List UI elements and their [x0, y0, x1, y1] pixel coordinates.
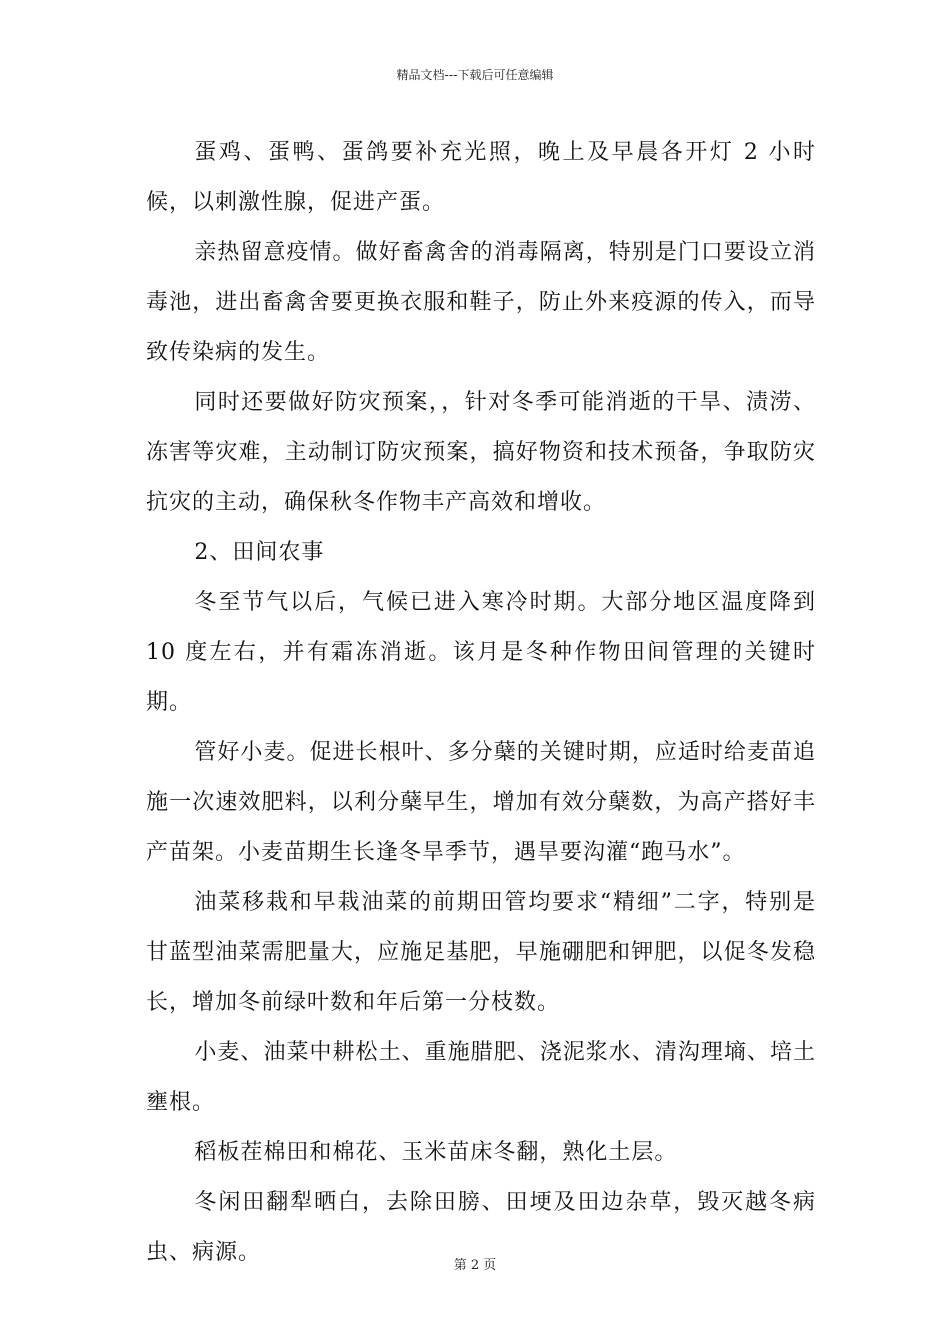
paragraph: 蛋鸡、蛋鸭、蛋鸽要补充光照，晚上及早晨各开灯 2 小时候，以刺激性腺，促进产蛋。 — [146, 140, 816, 215]
paragraph: 小麦、油菜中耕松土、重施腊肥、浇泥浆水、清沟理墒、培土壅根。 — [146, 1040, 816, 1115]
page-number: 第 2 页 — [453, 1258, 497, 1273]
section-heading: 2、田间农事 — [194, 540, 325, 565]
paragraph: 亲热留意疫情。做好畜禽舍的消毒隔离，特别是门口要设立消毒池，进出畜禽舍要更换衣服和鞋子，防止外来疫源的传入，而导致传染病的发生。 — [146, 240, 816, 365]
document-body — [146, 128, 816, 1278]
paragraph: 管好小麦。促进长根叶、多分蘖的关键时期，应适时给麦苗追施一次速效肥料，以利分蘖早生，增加有效分蘖数，为高产搭好丰产苗架。小麦苗期生长逢冬旱季节，遇旱要沟灌“跑马水”。 — [146, 740, 816, 865]
paragraph: 冬至节气以后，气候已进入寒冷时期。大部分地区温度降到 10 度左右，并有霜冻消逝。该月是冬种作物田间管理的关键时期。 — [146, 590, 816, 715]
paragraph: 稻板茬棉田和棉花、玉米苗床冬翻，熟化土层。 — [194, 1140, 678, 1165]
page-header: 精品文档---下载后可任意编辑 — [396, 68, 554, 82]
paragraph: 同时还要做好防灾预案，，针对冬季可能消逝的干旱、渍涝、冻害等灾难，主动制订防灾预案，搞好物资和技术预备，争取防灾抗灾的主动，确保秋冬作物丰产高效和增收。 — [146, 390, 816, 515]
paragraph: 冬闲田翻犁晒白，去除田膀、田埂及田边杂草，毁灭越冬病虫、病源。 — [146, 1190, 816, 1265]
paragraph: 油菜移栽和早栽油菜的前期田管均要求“精细”二字，特别是甘蓝型油菜需肥量大，应施足基肥，早施硼肥和钾肥，以促冬发稳长，增加冬前绿叶数和年后第一分枝数。 — [146, 890, 816, 1015]
